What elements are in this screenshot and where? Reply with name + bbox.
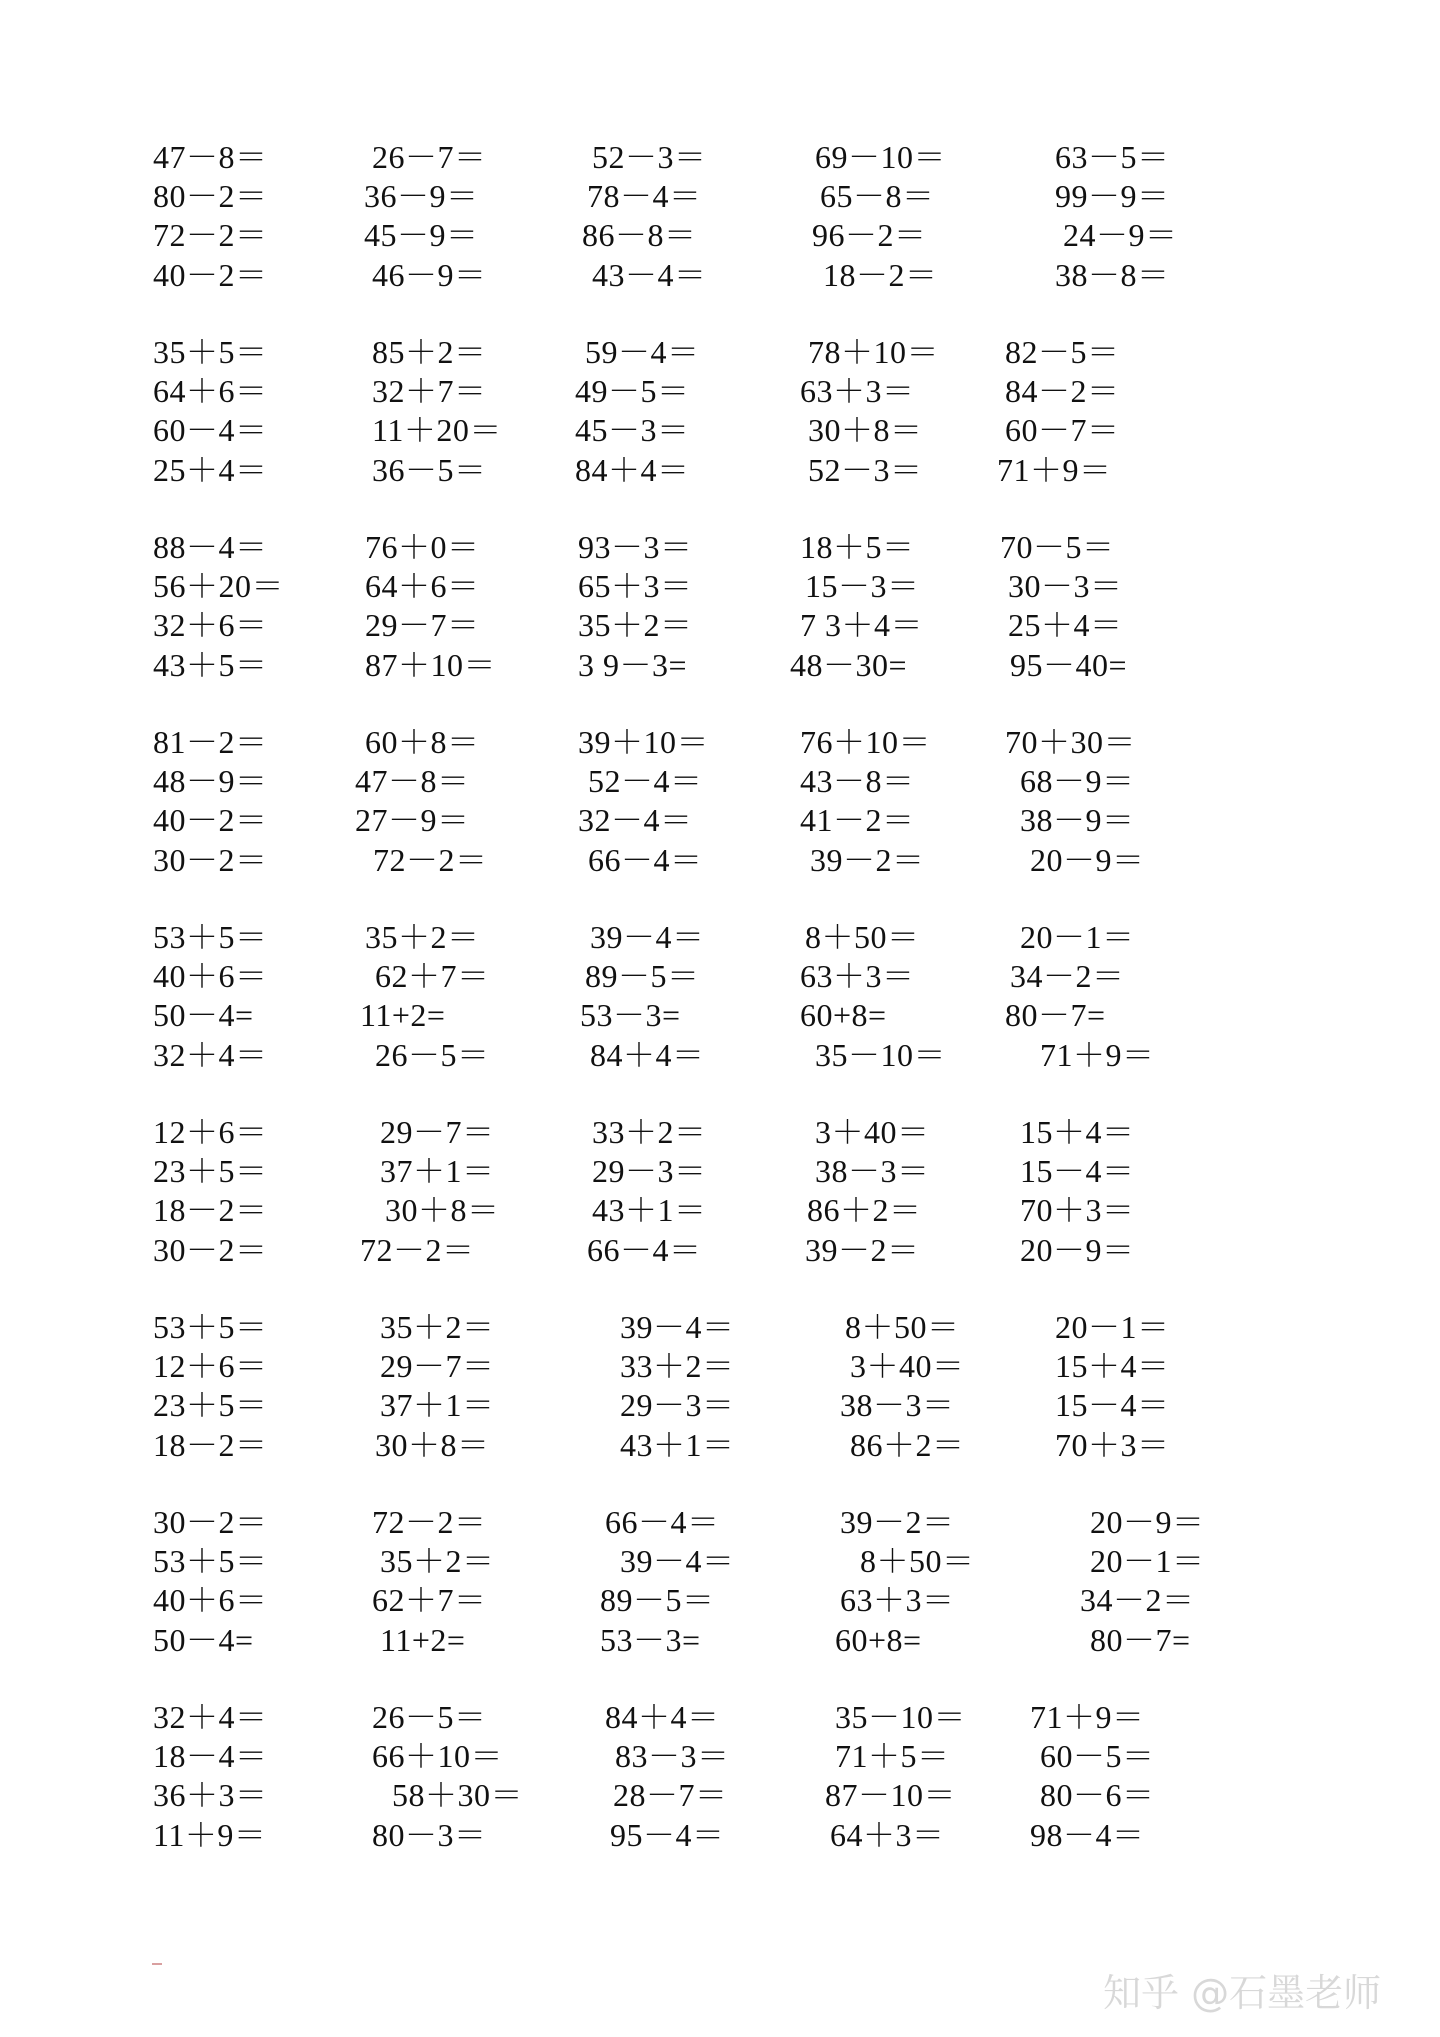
math-problem: 8＋50＝ bbox=[805, 919, 920, 955]
math-problem: 15－3＝ bbox=[805, 568, 920, 605]
math-problem: 70＋30＝ bbox=[1005, 724, 1137, 760]
math-problem: 29－7＝ bbox=[365, 607, 480, 644]
math-problem: 29－3＝ bbox=[620, 1387, 735, 1424]
math-problem: 26－5＝ bbox=[375, 1036, 490, 1073]
math-problem: 27－9＝ bbox=[355, 802, 470, 839]
math-problem: 35＋2＝ bbox=[365, 919, 480, 955]
math-problem: 84＋4＝ bbox=[575, 451, 690, 488]
math-problem: 56＋20＝ bbox=[153, 568, 285, 605]
math-problem: 49－5＝ bbox=[575, 373, 690, 410]
math-problem: 88－4＝ bbox=[153, 529, 268, 565]
math-problem: 39－4＝ bbox=[590, 919, 705, 955]
math-problem: 20－1＝ bbox=[1090, 1543, 1205, 1580]
math-problem: 50－4= bbox=[153, 997, 254, 1034]
math-problem: 39－4＝ bbox=[620, 1543, 735, 1580]
math-problem: 71＋9＝ bbox=[1040, 1036, 1155, 1073]
math-problem: 86＋2＝ bbox=[850, 1426, 965, 1463]
math-problem: 78－4＝ bbox=[587, 178, 702, 215]
math-problem: 36＋3＝ bbox=[153, 1777, 268, 1814]
math-problem: 69－10＝ bbox=[815, 139, 947, 175]
math-problem: 85＋2＝ bbox=[372, 334, 487, 370]
math-problem: 34－2＝ bbox=[1010, 958, 1125, 995]
math-problem: 43＋5＝ bbox=[153, 646, 268, 683]
math-problem: 60－4＝ bbox=[153, 412, 268, 449]
math-problem: 72－2＝ bbox=[373, 841, 488, 878]
math-problem: 30－2＝ bbox=[153, 1504, 268, 1540]
math-problem: 80－2＝ bbox=[153, 178, 268, 215]
math-problem: 60－7＝ bbox=[1005, 412, 1120, 449]
math-problem: 12＋6＝ bbox=[153, 1348, 268, 1385]
math-problem: 11＋20＝ bbox=[372, 412, 502, 449]
math-problem: 60＋8＝ bbox=[365, 724, 480, 760]
math-problem: 66－4＝ bbox=[588, 841, 703, 878]
math-problem: 53＋5＝ bbox=[153, 919, 268, 955]
math-problem: 46－9＝ bbox=[372, 256, 487, 293]
math-problem: 33＋2＝ bbox=[620, 1348, 735, 1385]
math-problem: 38－9＝ bbox=[1020, 802, 1135, 839]
watermark-text: 知乎 @石墨老师 bbox=[1103, 1971, 1382, 2015]
math-problem: 87－10＝ bbox=[825, 1777, 957, 1814]
math-problem: 53－3= bbox=[580, 997, 681, 1034]
math-problem: 63－5＝ bbox=[1055, 139, 1170, 175]
math-problem: 95－40= bbox=[1010, 646, 1128, 683]
math-problem: 53＋5＝ bbox=[153, 1543, 268, 1580]
math-problem: 32＋7＝ bbox=[372, 373, 487, 410]
math-problem: 60－5＝ bbox=[1040, 1738, 1155, 1775]
math-problem: 20－9＝ bbox=[1030, 841, 1145, 878]
math-problem: 43＋1＝ bbox=[592, 1192, 707, 1229]
math-problem: 30－2＝ bbox=[153, 841, 268, 878]
math-problem: 35＋2＝ bbox=[380, 1543, 495, 1580]
math-problem: 98－4＝ bbox=[1030, 1816, 1145, 1853]
math-problem: 34－2＝ bbox=[1080, 1582, 1195, 1619]
math-problem: 47－8＝ bbox=[153, 139, 268, 175]
math-problem: 36－5＝ bbox=[372, 451, 487, 488]
math-problem: 80－7= bbox=[1005, 997, 1106, 1034]
math-problem: 40－2＝ bbox=[153, 802, 268, 839]
math-problem: 8＋50＝ bbox=[845, 1309, 960, 1345]
math-problem: 64＋6＝ bbox=[365, 568, 480, 605]
math-problem: 66－4＝ bbox=[587, 1231, 702, 1268]
math-problem: 53＋5＝ bbox=[153, 1309, 268, 1345]
math-problem: 38－8＝ bbox=[1055, 256, 1170, 293]
math-problem: 76＋10＝ bbox=[800, 724, 932, 760]
math-problem: 39＋10＝ bbox=[578, 724, 710, 760]
math-problem: 30＋8＝ bbox=[808, 412, 923, 449]
math-problem: 52－3＝ bbox=[808, 451, 923, 488]
math-problem: 43＋1＝ bbox=[620, 1426, 735, 1463]
math-problem: 32＋4＝ bbox=[153, 1036, 268, 1073]
math-problem: 80－7= bbox=[1090, 1621, 1191, 1658]
math-problem: 39－2＝ bbox=[840, 1504, 955, 1540]
math-problem: 39－2＝ bbox=[805, 1231, 920, 1268]
math-problem: 23＋5＝ bbox=[153, 1153, 268, 1190]
math-problem: 64＋3＝ bbox=[830, 1816, 945, 1853]
math-problem: 29－3＝ bbox=[592, 1153, 707, 1190]
math-problem: 3＋40＝ bbox=[815, 1114, 930, 1150]
math-problem: 18＋5＝ bbox=[800, 529, 915, 565]
math-problem: 35＋2＝ bbox=[578, 607, 693, 644]
math-problem: 78＋10＝ bbox=[808, 334, 940, 370]
math-problem: 80－3＝ bbox=[372, 1816, 487, 1853]
math-problem: 33＋2＝ bbox=[592, 1114, 707, 1150]
footer-dash-mark bbox=[152, 1963, 162, 1965]
math-problem: 29－7＝ bbox=[380, 1114, 495, 1150]
math-problem: 76＋0＝ bbox=[365, 529, 480, 565]
math-problem: 62＋7＝ bbox=[375, 958, 490, 995]
math-problem: 84－2＝ bbox=[1005, 373, 1120, 410]
math-problem: 87＋10＝ bbox=[365, 646, 497, 683]
math-problem: 25＋4＝ bbox=[153, 451, 268, 488]
math-problem: 60+8= bbox=[800, 997, 887, 1034]
math-problem: 99－9＝ bbox=[1055, 178, 1170, 215]
math-problem: 39－4＝ bbox=[620, 1309, 735, 1345]
math-problem: 72－2＝ bbox=[372, 1504, 487, 1540]
math-problem: 35－10＝ bbox=[835, 1699, 967, 1735]
math-problem: 3＋40＝ bbox=[850, 1348, 965, 1385]
math-problem: 40＋6＝ bbox=[153, 1582, 268, 1619]
math-problem: 30＋8＝ bbox=[385, 1192, 500, 1229]
math-problem: 59－4＝ bbox=[585, 334, 700, 370]
math-problem: 71＋5＝ bbox=[835, 1738, 950, 1775]
math-problem: 45－3＝ bbox=[575, 412, 690, 449]
math-problem: 71＋9＝ bbox=[997, 451, 1112, 488]
math-problem: 63＋3＝ bbox=[800, 958, 915, 995]
math-problem: 28－7＝ bbox=[613, 1777, 728, 1814]
math-problem: 86－8＝ bbox=[582, 217, 697, 254]
math-problem: 35－10＝ bbox=[815, 1036, 947, 1073]
math-problem: 60+8= bbox=[835, 1621, 922, 1658]
math-problem: 95－4＝ bbox=[610, 1816, 725, 1853]
math-problem: 82－5＝ bbox=[1005, 334, 1120, 370]
math-problem: 30＋8＝ bbox=[375, 1426, 490, 1463]
math-problem: 72－2＝ bbox=[360, 1231, 475, 1268]
math-problem: 32＋4＝ bbox=[153, 1699, 268, 1735]
math-problem: 18－2＝ bbox=[823, 256, 938, 293]
math-problem: 20－1＝ bbox=[1055, 1309, 1170, 1345]
math-problem: 39－2＝ bbox=[810, 841, 925, 878]
math-problem: 47－8＝ bbox=[355, 763, 470, 800]
math-problem: 18－4＝ bbox=[153, 1738, 268, 1775]
math-problem: 50－4= bbox=[153, 1621, 254, 1658]
math-problem: 15－4＝ bbox=[1055, 1387, 1170, 1424]
math-problem: 11+2= bbox=[380, 1621, 466, 1658]
math-problem: 38－3＝ bbox=[840, 1387, 955, 1424]
math-problem: 18－2＝ bbox=[153, 1426, 268, 1463]
math-problem: 37＋1＝ bbox=[380, 1153, 495, 1190]
math-problem: 70＋3＝ bbox=[1055, 1426, 1170, 1463]
math-problem: 26－7＝ bbox=[372, 139, 487, 175]
math-problem: 36－9＝ bbox=[364, 178, 479, 215]
math-problem: 24－9＝ bbox=[1063, 217, 1178, 254]
math-problem: 41－2＝ bbox=[800, 802, 915, 839]
math-problem: 15＋4＝ bbox=[1055, 1348, 1170, 1385]
math-problem: 43－4＝ bbox=[592, 256, 707, 293]
math-problem: 84＋4＝ bbox=[590, 1036, 705, 1073]
math-problem: 3 9－3= bbox=[578, 646, 688, 683]
math-problem: 11＋9＝ bbox=[153, 1816, 267, 1853]
math-problem: 96－2＝ bbox=[812, 217, 927, 254]
math-problem: 84＋4＝ bbox=[605, 1699, 720, 1735]
math-problem: 52－3＝ bbox=[592, 139, 707, 175]
math-problem: 23＋5＝ bbox=[153, 1387, 268, 1424]
math-problem: 11+2= bbox=[360, 997, 446, 1034]
math-problem: 12＋6＝ bbox=[153, 1114, 268, 1150]
math-problem: 25＋4＝ bbox=[1008, 607, 1123, 644]
math-problem: 89－5＝ bbox=[600, 1582, 715, 1619]
math-problem: 15－4＝ bbox=[1020, 1153, 1135, 1190]
math-problem: 32＋6＝ bbox=[153, 607, 268, 644]
math-problem: 40－2＝ bbox=[153, 256, 268, 293]
math-problem: 8＋50＝ bbox=[860, 1543, 975, 1580]
math-problem: 83－3＝ bbox=[615, 1738, 730, 1775]
math-problem: 48－30= bbox=[790, 646, 908, 683]
math-problem: 66＋10＝ bbox=[372, 1738, 504, 1775]
math-problem: 86＋2＝ bbox=[807, 1192, 922, 1229]
math-problem: 20－9＝ bbox=[1020, 1231, 1135, 1268]
math-problem: 80－6＝ bbox=[1040, 1777, 1155, 1814]
math-problem: 20－9＝ bbox=[1090, 1504, 1205, 1540]
math-problem: 40＋6＝ bbox=[153, 958, 268, 995]
math-problem: 26－5＝ bbox=[372, 1699, 487, 1735]
math-problem: 66－4＝ bbox=[605, 1504, 720, 1540]
math-problem: 7 3＋4＝ bbox=[800, 607, 924, 644]
math-problem: 72－2＝ bbox=[153, 217, 268, 254]
math-problem: 20－1＝ bbox=[1020, 919, 1135, 955]
math-problem: 58＋30＝ bbox=[392, 1777, 524, 1814]
math-problem: 48－9＝ bbox=[153, 763, 268, 800]
math-problem: 65＋3＝ bbox=[578, 568, 693, 605]
math-problem: 65－8＝ bbox=[820, 178, 935, 215]
math-problem: 70－5＝ bbox=[1000, 529, 1115, 565]
math-problem: 18－2＝ bbox=[153, 1192, 268, 1229]
math-problem: 71＋9＝ bbox=[1030, 1699, 1145, 1735]
math-problem: 35＋2＝ bbox=[380, 1309, 495, 1345]
math-problem: 30－2＝ bbox=[153, 1231, 268, 1268]
math-problem: 70＋3＝ bbox=[1020, 1192, 1135, 1229]
math-problem: 43－8＝ bbox=[800, 763, 915, 800]
math-problem: 63＋3＝ bbox=[800, 373, 915, 410]
math-problem: 89－5＝ bbox=[585, 958, 700, 995]
math-problem: 32－4＝ bbox=[578, 802, 693, 839]
math-problem: 38－3＝ bbox=[815, 1153, 930, 1190]
math-problem: 68－9＝ bbox=[1020, 763, 1135, 800]
math-problem: 81－2＝ bbox=[153, 724, 268, 760]
math-problem: 35＋5＝ bbox=[153, 334, 268, 370]
math-problem: 37＋1＝ bbox=[380, 1387, 495, 1424]
math-problem: 93－3＝ bbox=[578, 529, 693, 565]
math-problem: 63＋3＝ bbox=[840, 1582, 955, 1619]
math-problem: 30－3＝ bbox=[1008, 568, 1123, 605]
math-problem: 29－7＝ bbox=[380, 1348, 495, 1385]
math-problem: 45－9＝ bbox=[364, 217, 479, 254]
math-problem: 52－4＝ bbox=[588, 763, 703, 800]
math-problem: 53－3= bbox=[600, 1621, 701, 1658]
math-problem: 62＋7＝ bbox=[372, 1582, 487, 1619]
math-problem: 15＋4＝ bbox=[1020, 1114, 1135, 1150]
math-problem: 64＋6＝ bbox=[153, 373, 268, 410]
